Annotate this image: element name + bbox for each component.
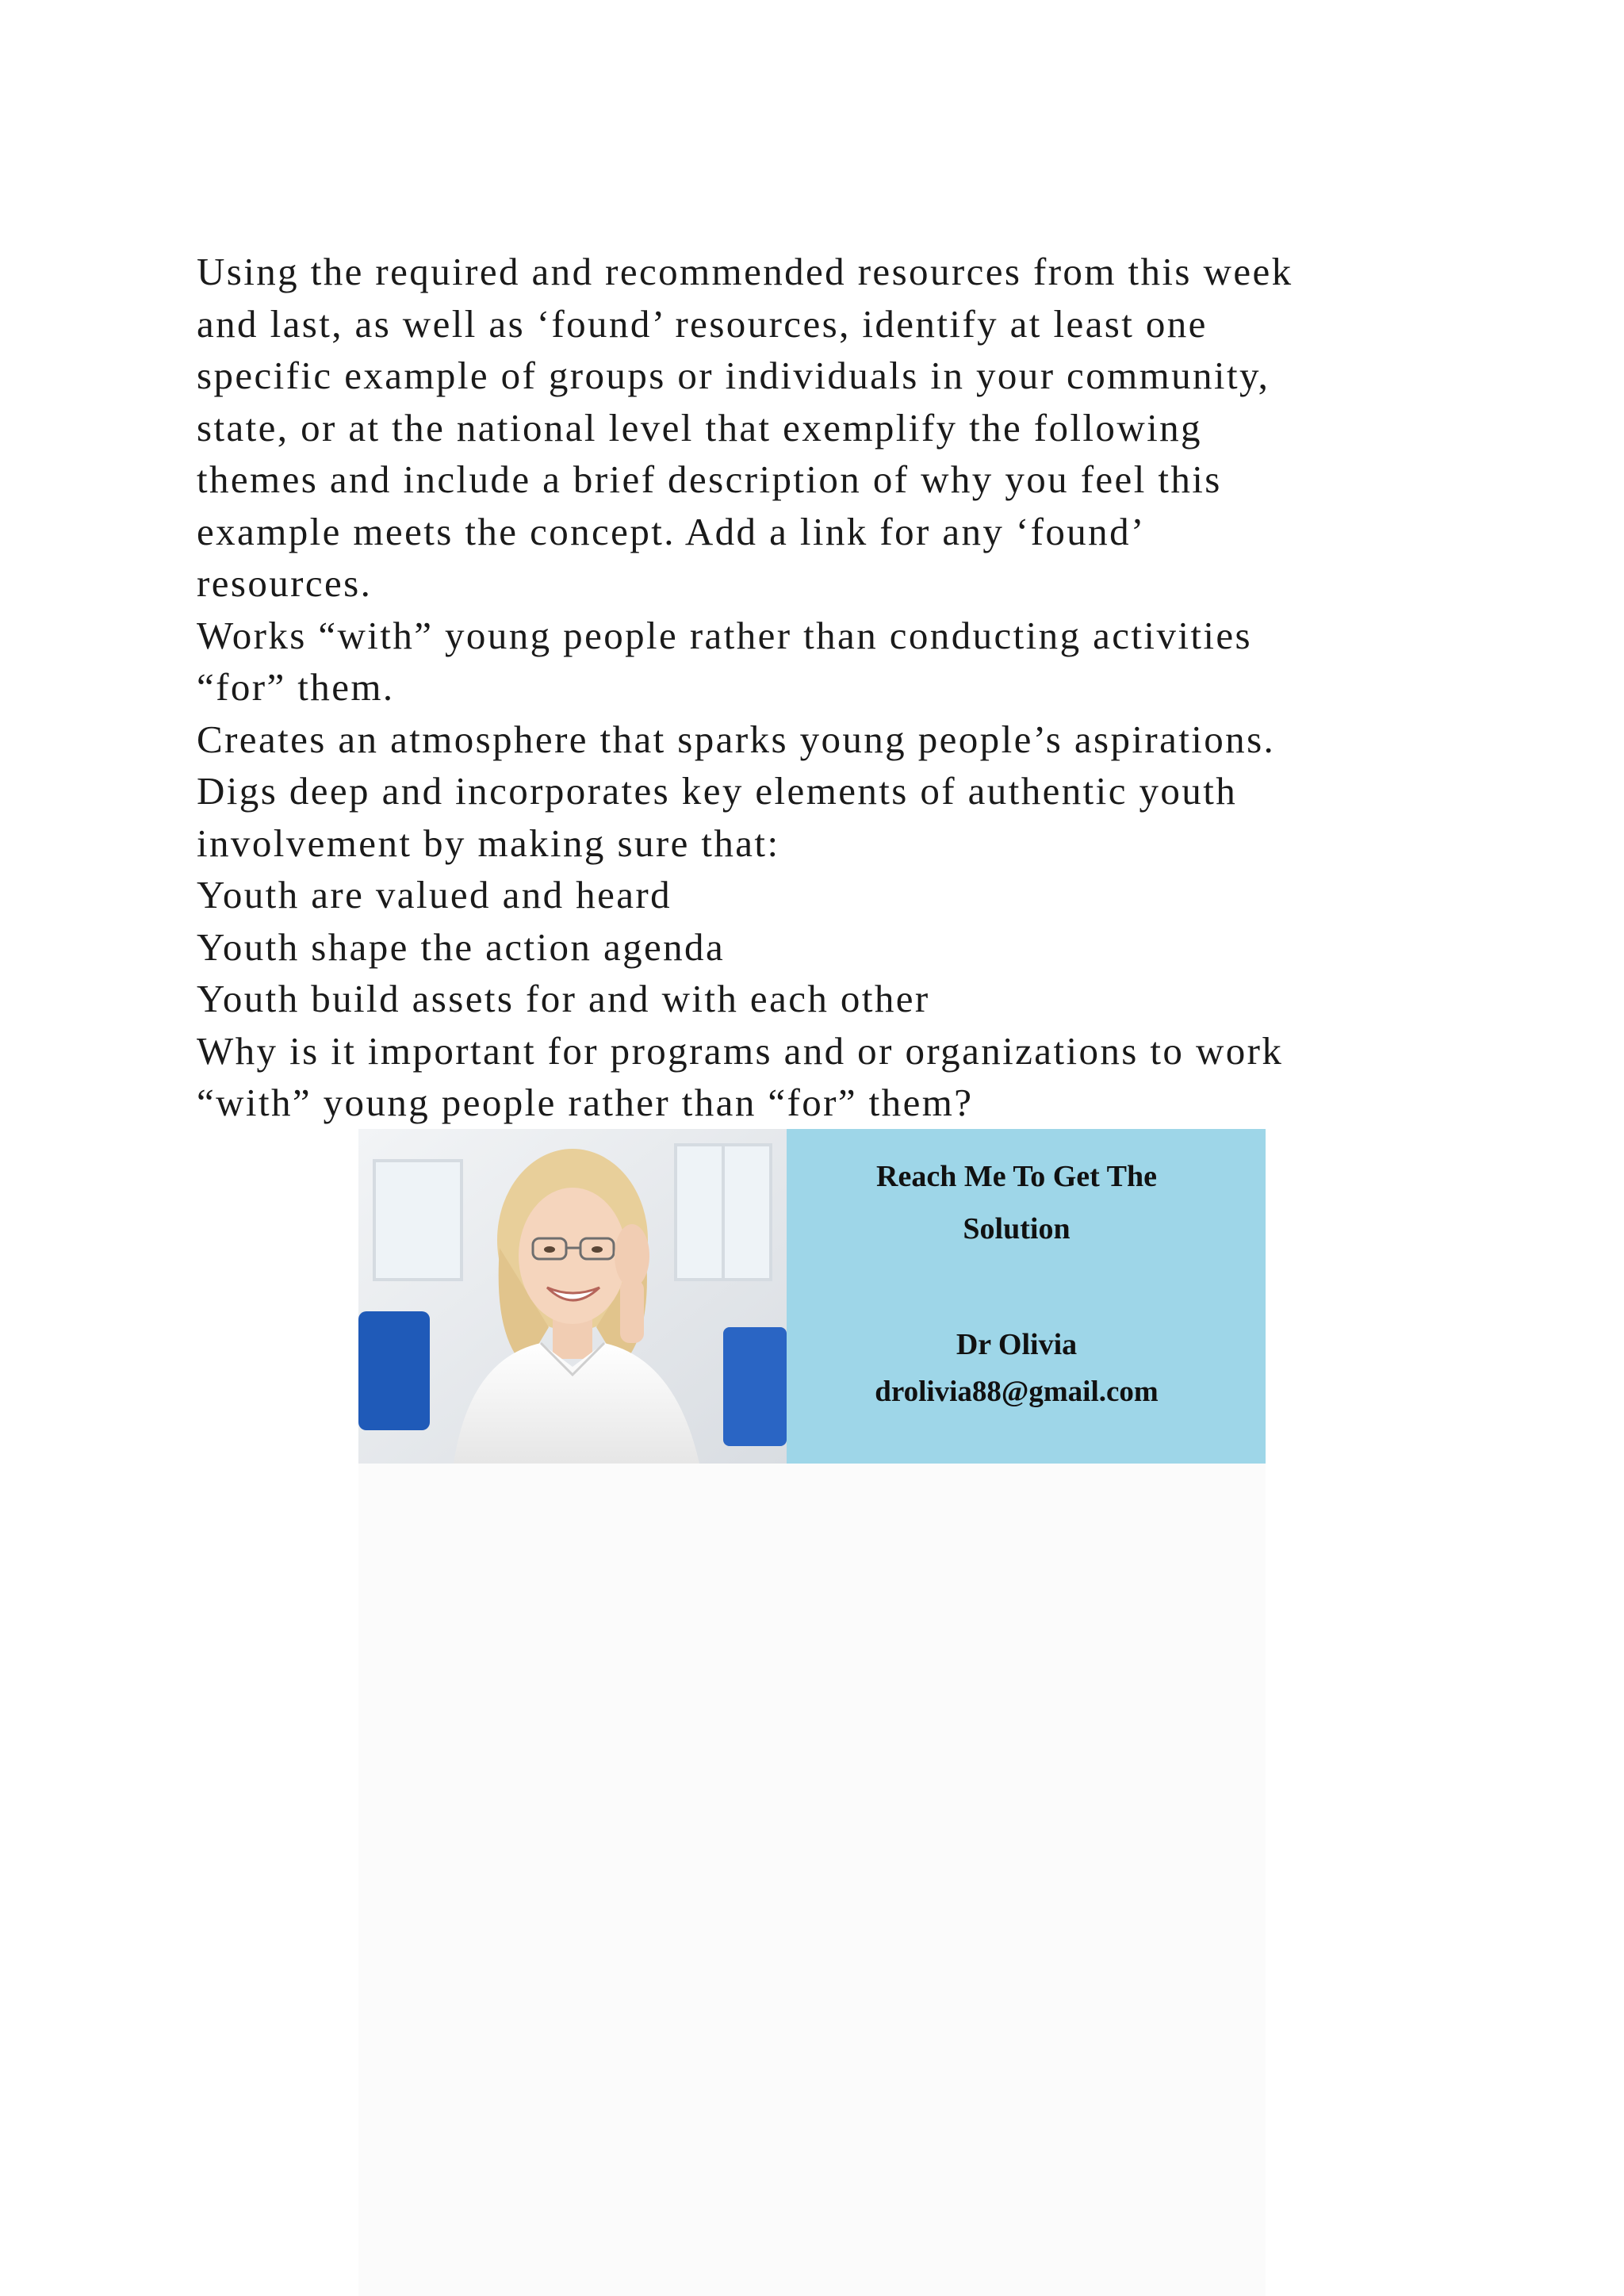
blank-image-area	[358, 1464, 1266, 2296]
contact-banner	[358, 1129, 1266, 1464]
text-line: Youth are valued and heard	[197, 873, 672, 916]
text-line: Using the required and recommended resources from this week	[197, 250, 1293, 293]
text-line: state, or at the national level that exemplify the following	[197, 405, 1202, 450]
text-line: “for” them.	[197, 665, 395, 709]
text-line: specific example of groups or individuals in your community,	[197, 354, 1270, 397]
text-line: resources.	[197, 561, 373, 605]
text-line: Works “with” young people rather than conducting activities	[197, 613, 1252, 657]
text-line: example meets the concept. Add a link for any ‘found’	[197, 509, 1146, 553]
contact-card	[787, 1129, 1266, 1464]
text-line: “with” young people rather than “for” them?	[197, 1081, 974, 1124]
contact-email[interactable]: drolivia88@gmail.com	[875, 1376, 1159, 1408]
text-line: Youth shape the action agenda	[197, 924, 726, 969]
contact-name: Dr Olivia	[956, 1328, 1078, 1361]
card-title-line-1: Reach Me To Get The	[876, 1160, 1157, 1193]
smiling-woman-photo-icon	[358, 1129, 787, 1464]
text-line: Digs deep and incorporates key elements of authentic youth	[197, 769, 1238, 813]
text-line: Why is it important for programs and or organizations to work	[197, 1028, 1284, 1073]
text-line: Creates an atmosphere that sparks young people’s aspirations.	[197, 717, 1276, 761]
text-line: themes and include a brief description of why you feel this	[197, 457, 1222, 501]
text-line: and last, as well as ‘found’ resources, identify at least one	[197, 301, 1208, 346]
text-line: Youth build assets for and with each other	[197, 977, 930, 1020]
card-title-line-2: Solution	[963, 1212, 1071, 1246]
text-line: involvement by making sure that:	[197, 821, 780, 865]
document-body-text	[197, 246, 1434, 1129]
